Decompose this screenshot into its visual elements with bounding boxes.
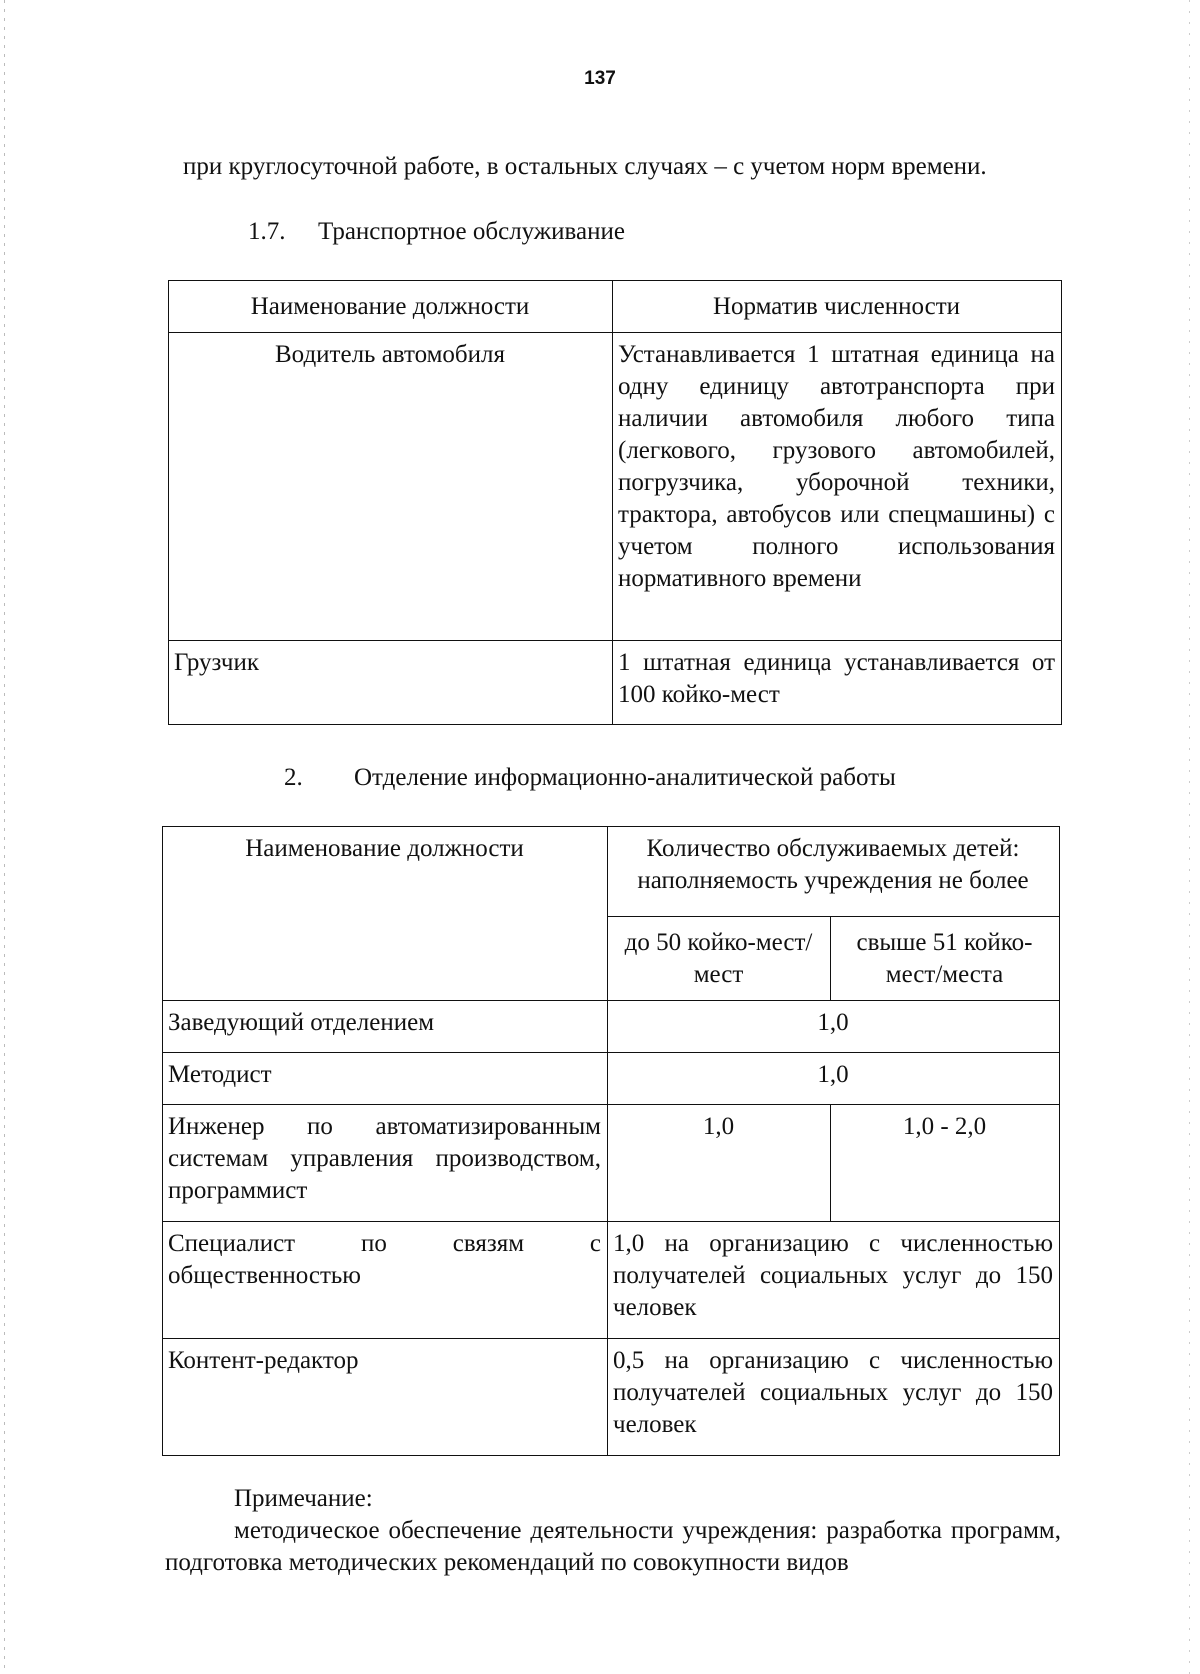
position-cell: Контент-редактор: [163, 1339, 608, 1456]
table-row: [163, 1053, 1060, 1105]
position-cell: Специалист по связям с общественностью: [163, 1222, 608, 1339]
column-header-norm: Норматив численности: [613, 281, 1062, 333]
norm-cell: 1 штатная единица устанавливается от 100 койко-мест: [613, 641, 1062, 725]
position-cell: Заведующий отделением: [163, 1001, 608, 1053]
section-number: 1.7.: [248, 218, 286, 245]
table-header-row: [163, 827, 1060, 917]
column-header-group: Количество обслуживаемых детей: наполняемость учреждения не более: [608, 827, 1060, 917]
value-cell: 1,0: [608, 1053, 1060, 1105]
section-number: 2.: [284, 764, 303, 791]
table-row: [163, 1001, 1060, 1053]
column-header-position: Наименование должности: [163, 827, 608, 1001]
position-cell: Водитель автомобиля: [169, 333, 613, 641]
value-cell: 1,0: [608, 1001, 1060, 1053]
position-cell: Методист: [163, 1053, 608, 1105]
table-row: [169, 333, 1062, 641]
table-row: [169, 641, 1062, 725]
scan-edge-left: [4, 0, 5, 1674]
value-cell: 1,0 на организацию с численностью получателей социальных услуг до 150 человек: [608, 1222, 1060, 1339]
page-number: 137: [584, 68, 616, 89]
position-cell: Грузчик: [169, 641, 613, 725]
table-header-row: [169, 281, 1062, 333]
section-heading-1-7: [248, 216, 625, 248]
section-title: Транспортное обслуживание: [318, 218, 625, 245]
value-cell: 0,5 на организацию с численностью получателей социальных услуг до 150 человек: [608, 1339, 1060, 1456]
table-row: [163, 1105, 1060, 1222]
transport-table: [168, 280, 1062, 725]
note-title: Примечание:: [234, 1485, 373, 1512]
info-analytics-table: [162, 826, 1060, 1456]
note-text: методическое обеспечение деятельности учреждения: разработка программ, подготовка методических рекомендаций по совокупности видов: [165, 1517, 1061, 1576]
value-cell-over-51: 1,0 - 2,0: [831, 1105, 1060, 1222]
column-header-position: Наименование должности: [169, 281, 613, 333]
position-cell: Инженер по автоматизированным системам управления производством, программист: [163, 1105, 608, 1222]
intro-text: при круглосуточной работе, в остальных случаях – с учетом норм времени.: [183, 153, 987, 180]
subheader-over-51: свыше 51 койко-мест/места: [831, 917, 1060, 1001]
norm-cell: Устанавливается 1 штатная единица на одну единицу автотранспорта при наличии автомобиля любого типа (легкового, грузового автомобилей, погрузчика, уборочной техники, трактора, автобусов или спецмашины) с учетом полного использования нормативного времени: [613, 333, 1062, 641]
subheader-up-to-50: до 50 койко-мест/мест: [608, 917, 831, 1001]
scan-edge-right: [1189, 0, 1190, 1674]
table-row: [163, 1339, 1060, 1456]
section-heading-2: [284, 762, 896, 794]
value-cell-up-to-50: 1,0: [608, 1105, 831, 1222]
section-title: Отделение информационно-аналитической работы: [354, 764, 896, 791]
table-row: [163, 1222, 1060, 1339]
